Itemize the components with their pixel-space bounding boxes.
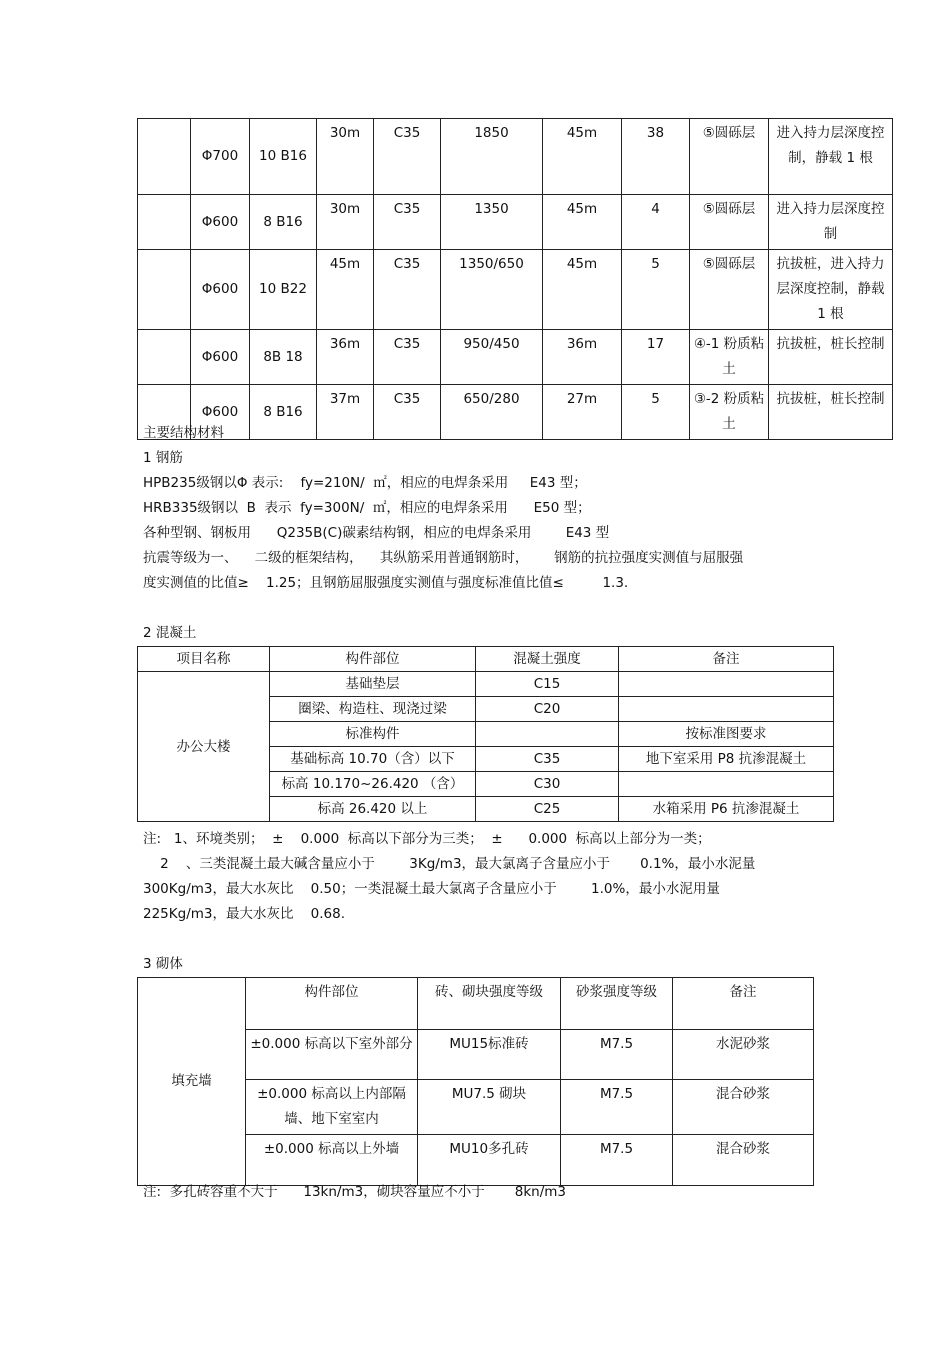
masonry-brick: MU15标准砖 bbox=[418, 1030, 561, 1080]
concrete-grade: C15 bbox=[476, 672, 619, 697]
steel-line: HPB235级钢以Φ 表示: fy=210N/ ㎡，相应的电焊条采用 E43 型； bbox=[143, 475, 587, 491]
concrete-note: 按标准图要求 bbox=[619, 722, 834, 747]
pile-length: 37m bbox=[317, 385, 374, 440]
pile-note: 抗拔桩，桩长控制 bbox=[769, 330, 893, 385]
pile-capacity: 950/450 bbox=[441, 330, 543, 385]
pile-rebar: 10 B22 bbox=[250, 250, 317, 330]
masonry-brick: MU10多孔砖 bbox=[418, 1135, 561, 1186]
masonry-note-line: 注: 多孔砖容重不大于 13kn/m3，砌块容量应不小于 8kn/m3 bbox=[143, 1184, 567, 1200]
pile-row bbox=[138, 250, 893, 330]
steel-line: HRB335级钢以 B 表示 fy=300N/ ㎡，相应的电焊条采用 E50 型； bbox=[143, 500, 591, 516]
pile-bearing-layer: ⑤圆砾层 bbox=[690, 119, 769, 195]
pile-bearing-layer: ③-2 粉质粘土 bbox=[690, 385, 769, 440]
steel-title: 1 钢筋 bbox=[143, 450, 183, 466]
blank-cell bbox=[138, 250, 191, 330]
pile-diameter: Φ600 bbox=[191, 385, 250, 440]
pile-bearing-layer: ⑤圆砾层 bbox=[690, 250, 769, 330]
concrete-note bbox=[619, 672, 834, 697]
pile-note: 抗拔桩，桩长控制 bbox=[769, 385, 893, 440]
pile-rebar: 8B 18 bbox=[250, 330, 317, 385]
header-brick-grade: 砖、砌块强度等级 bbox=[418, 978, 561, 1030]
pile-effective-length: 27m bbox=[543, 385, 622, 440]
header-part: 构件部位 bbox=[246, 978, 418, 1030]
pile-diameter: Φ600 bbox=[191, 195, 250, 250]
pile-rebar: 8 B16 bbox=[250, 195, 317, 250]
concrete-note: 地下室采用 P8 抗渗混凝土 bbox=[619, 747, 834, 772]
pile-capacity: 1850 bbox=[441, 119, 543, 195]
masonry-note: 水泥砂浆 bbox=[673, 1030, 814, 1080]
pile-grade: C35 bbox=[374, 385, 441, 440]
concrete-grade bbox=[476, 722, 619, 747]
concrete-part: 基础垫层 bbox=[270, 672, 476, 697]
table-header-row bbox=[138, 647, 834, 672]
pile-effective-length: 45m bbox=[543, 250, 622, 330]
pile-effective-length: 45m bbox=[543, 195, 622, 250]
pile-capacity: 650/280 bbox=[441, 385, 543, 440]
masonry-note: 混合砂浆 bbox=[673, 1080, 814, 1135]
pile-row bbox=[138, 119, 893, 195]
materials-heading: 主要结构材料 bbox=[143, 425, 224, 441]
blank-cell bbox=[138, 195, 191, 250]
concrete-part: 标准构件 bbox=[270, 722, 476, 747]
pile-row bbox=[138, 195, 893, 250]
pile-bearing-layer: ④-1 粉质粘土 bbox=[690, 330, 769, 385]
pile-note: 抗拔桩，进入持力层深度控制，静载 1 根 bbox=[769, 250, 893, 330]
table-header-row bbox=[138, 978, 814, 1030]
concrete-note-line: 注: 1、环境类别； ± 0.000 标高以下部分为三类； ± 0.000 标高以上部分为一类； bbox=[143, 831, 711, 847]
concrete-note-line: 225Kg/m3，最大水灰比 0.68. bbox=[143, 906, 345, 922]
concrete-note-line: 2 、三类混凝土最大碱含量应小于 3Kg/m3，最大氯离子含量应小于 0.1%，最小水泥量 bbox=[143, 856, 756, 872]
pile-rebar: 8 B16 bbox=[250, 385, 317, 440]
header-project: 项目名称 bbox=[138, 647, 270, 672]
masonry-title: 3 砌体 bbox=[143, 956, 183, 972]
pile-count: 5 bbox=[622, 250, 690, 330]
pile-length: 36m bbox=[317, 330, 374, 385]
masonry-brick: MU7.5 砌块 bbox=[418, 1080, 561, 1135]
pile-length: 45m bbox=[317, 250, 374, 330]
pile-bearing-layer: ⑤圆砾层 bbox=[690, 195, 769, 250]
table-row bbox=[138, 672, 834, 697]
pile-count: 4 bbox=[622, 195, 690, 250]
pile-count: 17 bbox=[622, 330, 690, 385]
pile-count: 38 bbox=[622, 119, 690, 195]
masonry-note: 混合砂浆 bbox=[673, 1135, 814, 1186]
masonry-part: ±0.000 标高以下室外部分 bbox=[246, 1030, 418, 1080]
blank-cell bbox=[138, 330, 191, 385]
pile-grade: C35 bbox=[374, 119, 441, 195]
concrete-note-line: 300Kg/m3，最大水灰比 0.50；一类混凝土最大氯离子含量应小于 1.0%，最小水泥用量 bbox=[143, 881, 720, 897]
masonry-table bbox=[137, 977, 814, 1186]
header-note: 备注 bbox=[619, 647, 834, 672]
pile-grade: C35 bbox=[374, 195, 441, 250]
pile-count: 5 bbox=[622, 385, 690, 440]
pile-table bbox=[137, 118, 893, 440]
pile-row bbox=[138, 330, 893, 385]
pile-capacity: 1350/650 bbox=[441, 250, 543, 330]
pile-diameter: Φ600 bbox=[191, 330, 250, 385]
pile-length: 30m bbox=[317, 195, 374, 250]
concrete-table bbox=[137, 646, 834, 822]
pile-length: 30m bbox=[317, 119, 374, 195]
concrete-part: 基础标高 10.70（含）以下 bbox=[270, 747, 476, 772]
blank-cell bbox=[138, 119, 191, 195]
pile-diameter: Φ700 bbox=[191, 119, 250, 195]
header-part: 构件部位 bbox=[270, 647, 476, 672]
pile-capacity: 1350 bbox=[441, 195, 543, 250]
header-note: 备注 bbox=[673, 978, 814, 1030]
pile-diameter: Φ600 bbox=[191, 250, 250, 330]
concrete-note: 水箱采用 P6 抗渗混凝土 bbox=[619, 797, 834, 822]
pile-effective-length: 45m bbox=[543, 119, 622, 195]
pile-row bbox=[138, 385, 893, 440]
pile-grade: C35 bbox=[374, 330, 441, 385]
concrete-note bbox=[619, 697, 834, 722]
wall-type: 填充墙 bbox=[138, 978, 246, 1186]
concrete-part: 标高 10.170~26.420 （含） bbox=[270, 772, 476, 797]
pile-effective-length: 36m bbox=[543, 330, 622, 385]
concrete-title: 2 混凝土 bbox=[143, 625, 197, 641]
masonry-part: ±0.000 标高以上内部隔墙、地下室室内 bbox=[246, 1080, 418, 1135]
project-name: 办公大楼 bbox=[138, 672, 270, 822]
pile-grade: C35 bbox=[374, 250, 441, 330]
concrete-note bbox=[619, 772, 834, 797]
concrete-grade: C25 bbox=[476, 797, 619, 822]
concrete-part: 圈梁、构造柱、现浇过梁 bbox=[270, 697, 476, 722]
header-strength: 混凝土强度 bbox=[476, 647, 619, 672]
pile-note: 进入持力层深度控制，静载 1 根 bbox=[769, 119, 893, 195]
steel-line: 各种型钢、钢板用 Q235B(C)碳素结构钢，相应的电焊条采用 E43 型 bbox=[143, 525, 610, 541]
masonry-mortar: M7.5 bbox=[561, 1030, 673, 1080]
concrete-part: 标高 26.420 以上 bbox=[270, 797, 476, 822]
pile-note: 进入持力层深度控制 bbox=[769, 195, 893, 250]
steel-line: 抗震等级为一、 二级的框架结构， 其纵筋采用普通钢筋时， 钢筋的抗拉强度实测值与屈服强 bbox=[143, 550, 744, 566]
concrete-grade: C20 bbox=[476, 697, 619, 722]
concrete-grade: C30 bbox=[476, 772, 619, 797]
steel-line: 度实测值的比值≥ 1.25；且钢筋屈服强度实测值与强度标准值比值≤ 1.3. bbox=[143, 575, 629, 591]
header-mortar-grade: 砂浆强度等级 bbox=[561, 978, 673, 1030]
pile-rebar: 10 B16 bbox=[250, 119, 317, 195]
masonry-mortar: M7.5 bbox=[561, 1080, 673, 1135]
concrete-grade: C35 bbox=[476, 747, 619, 772]
masonry-part: ±0.000 标高以上外墙 bbox=[246, 1135, 418, 1186]
masonry-mortar: M7.5 bbox=[561, 1135, 673, 1186]
